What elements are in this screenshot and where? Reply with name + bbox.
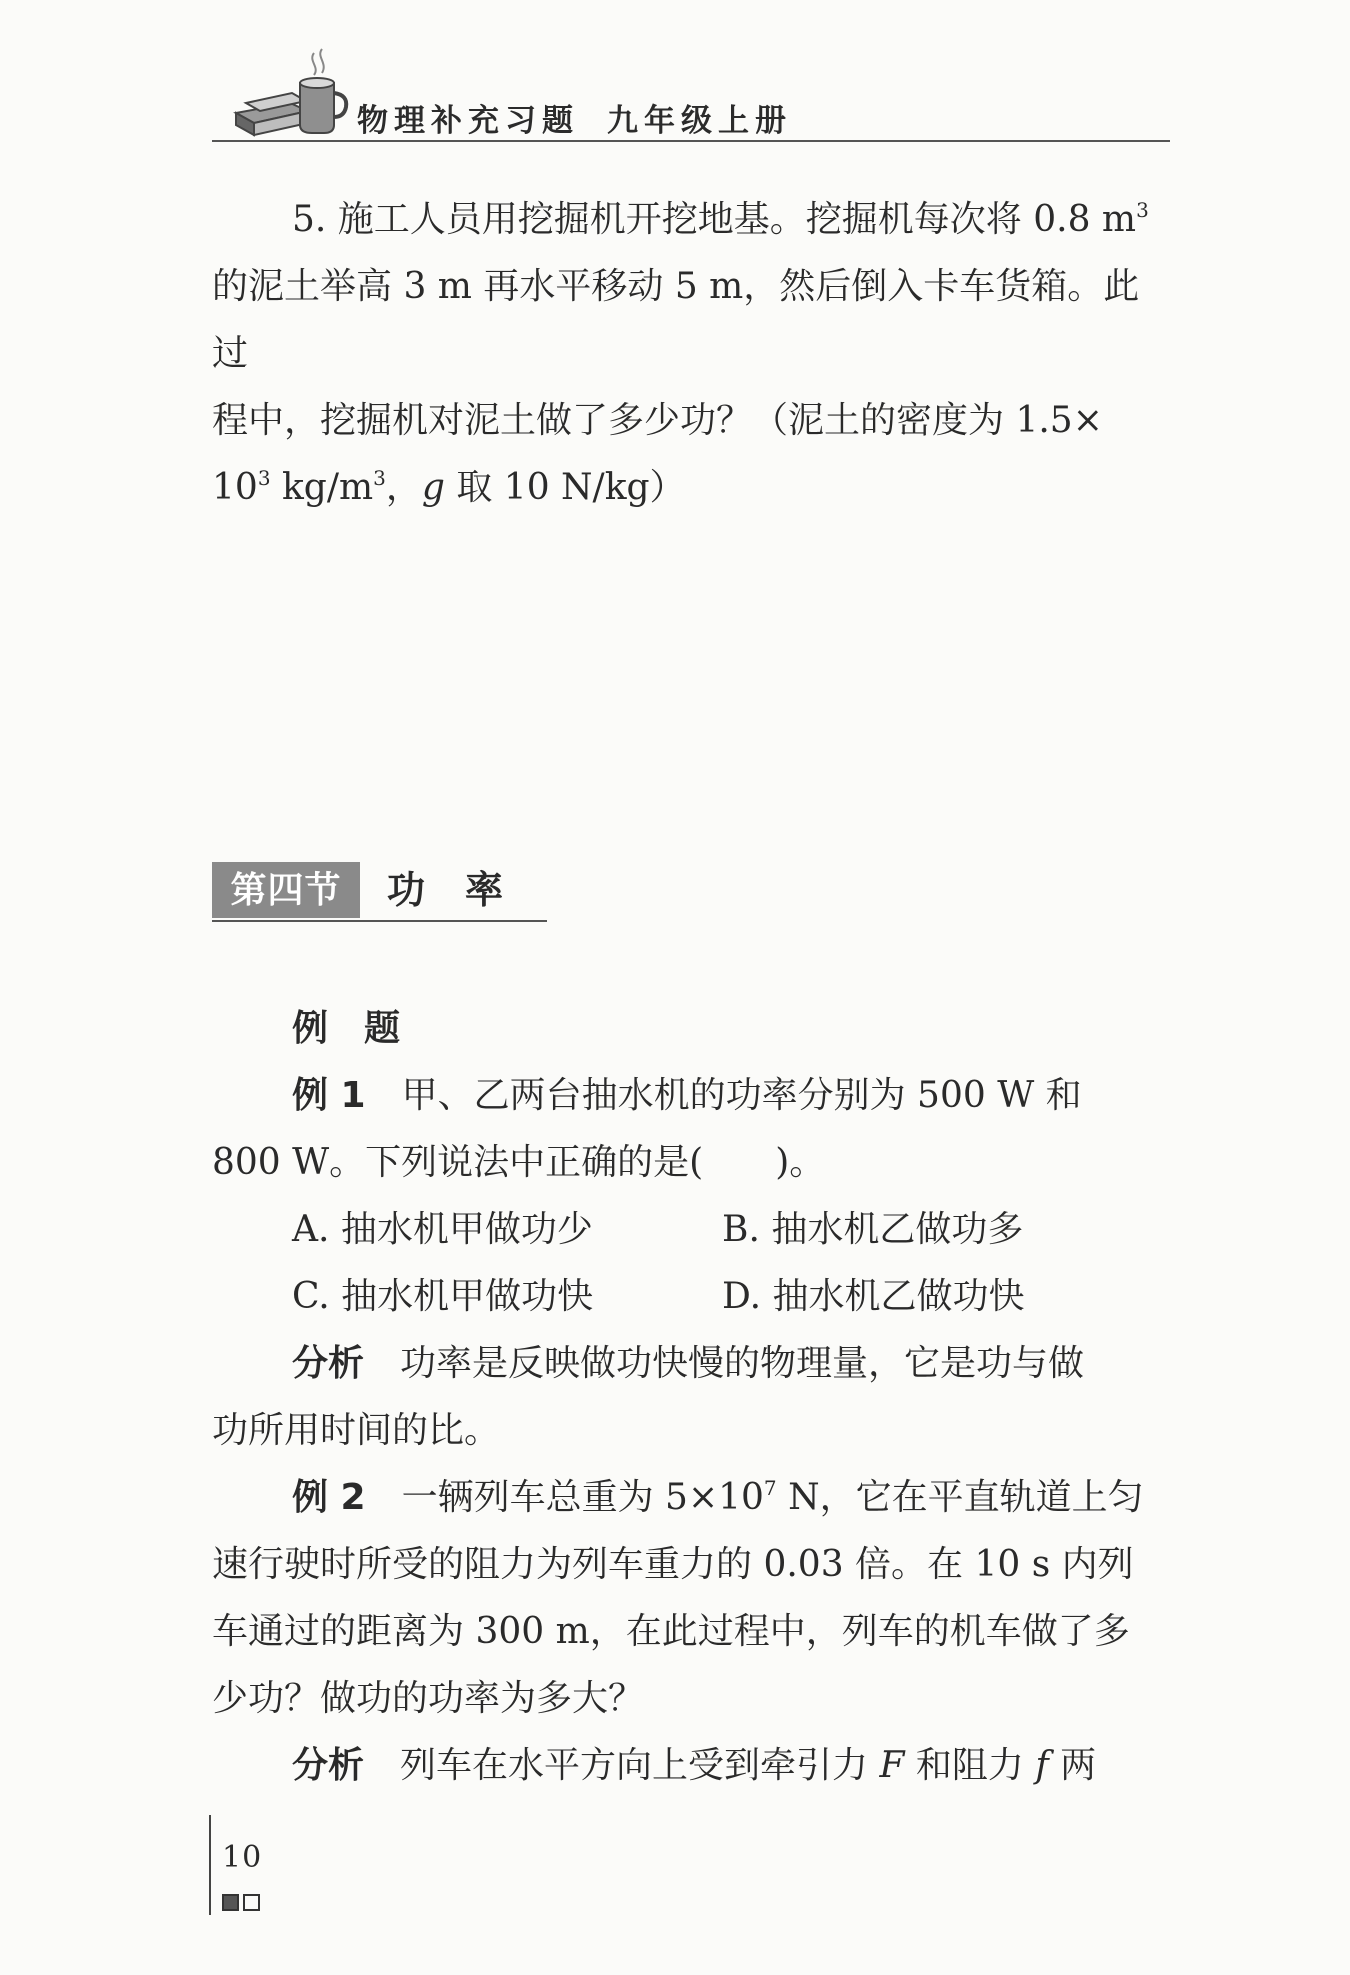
option-b: B. 抽水机乙做功多 xyxy=(722,1209,1024,1250)
problem-5-line: 程中，挖掘机对泥土做了多少功？（泥土的密度为 1.5× xyxy=(212,400,1103,441)
gravity-symbol: g xyxy=(421,467,445,508)
options-row xyxy=(212,1196,1172,1263)
examples-heading: 例 题 xyxy=(292,1008,401,1049)
problem-5-text: 10 xyxy=(212,467,258,508)
problem-5-line: 的泥土举高 3 m 再水平移动 5 m，然后倒入卡车货箱。此过 xyxy=(212,266,1140,374)
analysis-label: 分析 xyxy=(292,1343,365,1384)
analysis-text: 两 xyxy=(1048,1745,1097,1786)
page-number: 10 xyxy=(222,1840,263,1875)
analysis-text: 列车在水平方向上受到牵引力 xyxy=(364,1745,880,1786)
section-label: 第四节 xyxy=(212,862,360,918)
example-1-analysis xyxy=(212,1330,1172,1397)
book-grade: 九年级上册 xyxy=(607,103,792,139)
page-header xyxy=(212,45,1170,145)
section-rule xyxy=(212,920,547,922)
traction-force-symbol: F xyxy=(879,1745,905,1786)
problem-5-line xyxy=(212,454,1172,521)
example-2-analysis xyxy=(212,1732,1172,1799)
examples xyxy=(212,995,1172,1799)
filled-square-icon xyxy=(222,1894,239,1911)
example-1-text: 甲、乙两台抽水机的功率分别为 500 W 和 xyxy=(365,1075,1082,1116)
analysis-text: 功率是反映做功快慢的物理量，它是功与做 xyxy=(364,1343,1085,1384)
example-2-text: N，它在平直轨道上匀 xyxy=(776,1477,1144,1518)
example-2-label: 例 2 xyxy=(292,1477,366,1518)
example-1-label: 例 1 xyxy=(292,1075,366,1116)
problem-5 xyxy=(212,186,1172,521)
problem-5-text: 5. 施工人员用挖掘机开挖地基。挖掘机每次将 0.8 m xyxy=(292,199,1137,240)
section-title: 功率 xyxy=(387,868,544,912)
books-and-coffee-cup-icon xyxy=(230,45,350,137)
options-row xyxy=(212,1263,1172,1330)
superscript: 3 xyxy=(1136,198,1149,222)
problem-5-text: 取 10 N/kg） xyxy=(444,467,686,508)
analysis-text: 和阻力 xyxy=(904,1745,1036,1786)
example-2-line: 车通过的距离为 300 m，在此过程中，列车的机车做了多 xyxy=(212,1611,1130,1652)
example-2-line: 少功？做功的功率为多大？ xyxy=(212,1678,645,1719)
example-2-line: 速行驶时所受的阻力为列车重力的 0.03 倍。在 10 s 内列 xyxy=(212,1544,1134,1585)
analysis-label: 分析 xyxy=(292,1745,365,1786)
header-rule xyxy=(212,140,1170,142)
superscript: 3 xyxy=(373,466,386,490)
footer-bar xyxy=(209,1815,211,1915)
superscript: 7 xyxy=(763,1476,777,1500)
header-title xyxy=(357,95,792,140)
option-a: A. 抽水机甲做功少 xyxy=(292,1209,593,1250)
example-2-text: 一辆列车总重为 5×10 xyxy=(365,1477,764,1518)
example-1-analysis: 功所用时间的比。 xyxy=(212,1410,501,1451)
superscript: 3 xyxy=(257,466,271,490)
problem-5-text: kg/m xyxy=(270,467,374,508)
section-heading xyxy=(212,862,547,922)
book-title: 物理补充习题 xyxy=(357,103,579,139)
resistance-symbol: f xyxy=(1035,1745,1049,1786)
option-c: C. 抽水机甲做功快 xyxy=(292,1276,594,1317)
example-2-line xyxy=(212,1464,1172,1531)
example-1-line xyxy=(212,1062,1172,1129)
problem-5-line xyxy=(212,186,1172,253)
example-1-line: 800 W。下列说法中正确的是( )。 xyxy=(212,1142,826,1183)
empty-square-icon xyxy=(243,1894,260,1911)
option-d: D. 抽水机乙做功快 xyxy=(722,1276,1025,1317)
problem-5-text: ， xyxy=(385,467,422,508)
